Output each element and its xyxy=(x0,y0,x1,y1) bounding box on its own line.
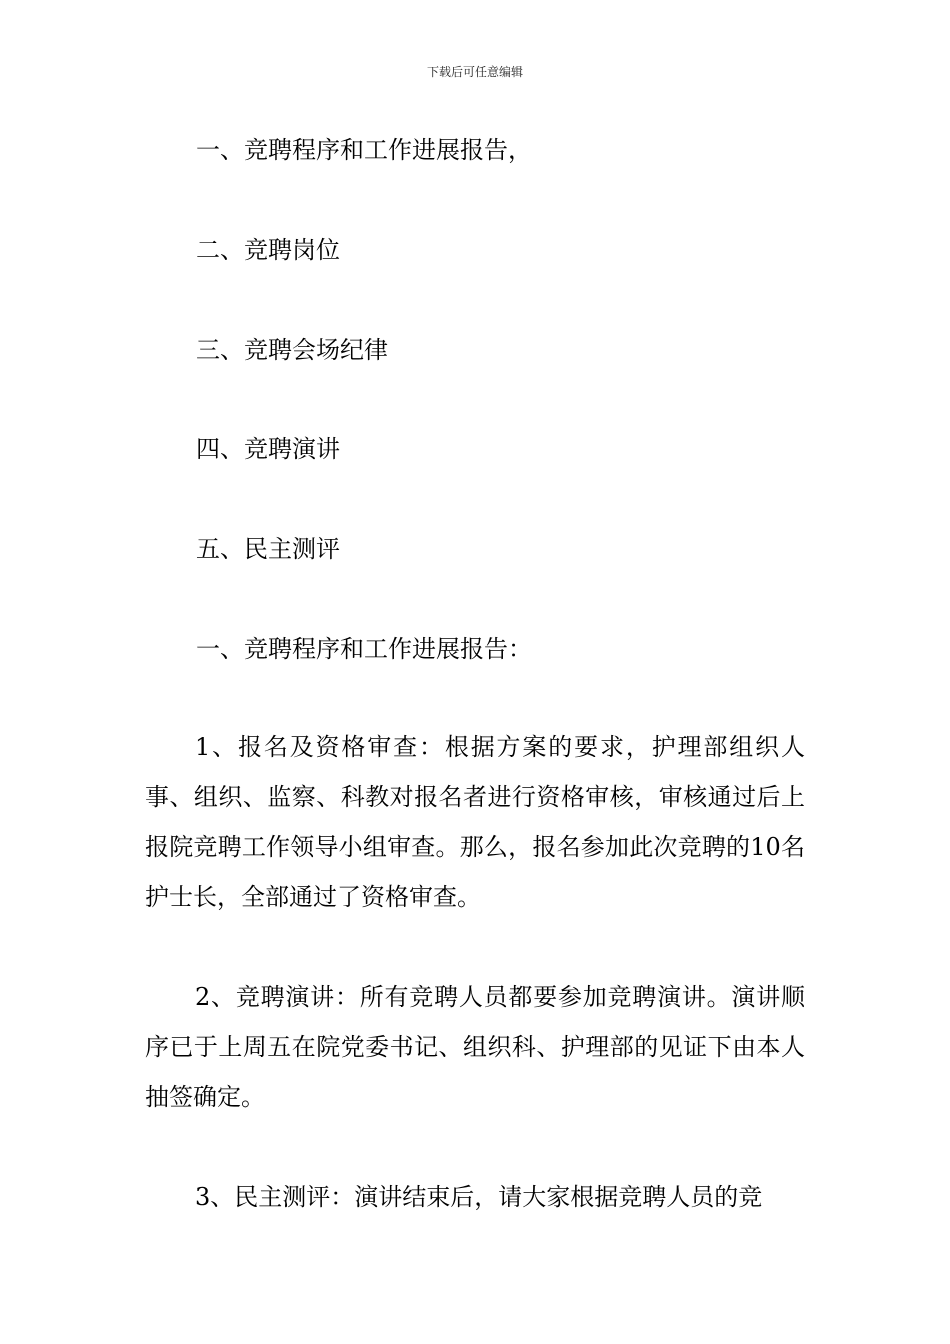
page-header-note: 下载后可任意编辑 xyxy=(426,65,523,79)
heading-1: 一、竞聘程序和工作进展报告， xyxy=(196,136,532,164)
paragraph-1: 1、报名及资格审查：根据方案的要求，护理部组织人事、组织、监察、科教对报名者进行资格审核，审核通过后上报院竞聘工作领导小组审查。那么，报名参加此次竞聘的10名护士长，全部通过了资格审查。 xyxy=(145,733,805,911)
paragraph-2: 2、竞聘演讲：所有竞聘人员都要参加竞聘演讲。演讲顺序已于上周五在院党委书记、组织科、护理部的见证下由本人抽签确定。 xyxy=(145,983,805,1111)
heading-4: 四、竞聘演讲 xyxy=(196,435,340,463)
paragraph-3: 3、民主测评：演讲结束后，请大家根据竞聘人员的竞 xyxy=(195,1183,763,1211)
heading-5: 五、民主测评 xyxy=(196,535,340,563)
heading-6: 一、竞聘程序和工作进展报告： xyxy=(196,635,532,663)
heading-3: 三、竞聘会场纪律 xyxy=(196,336,388,364)
heading-2: 二、竞聘岗位 xyxy=(196,236,340,264)
